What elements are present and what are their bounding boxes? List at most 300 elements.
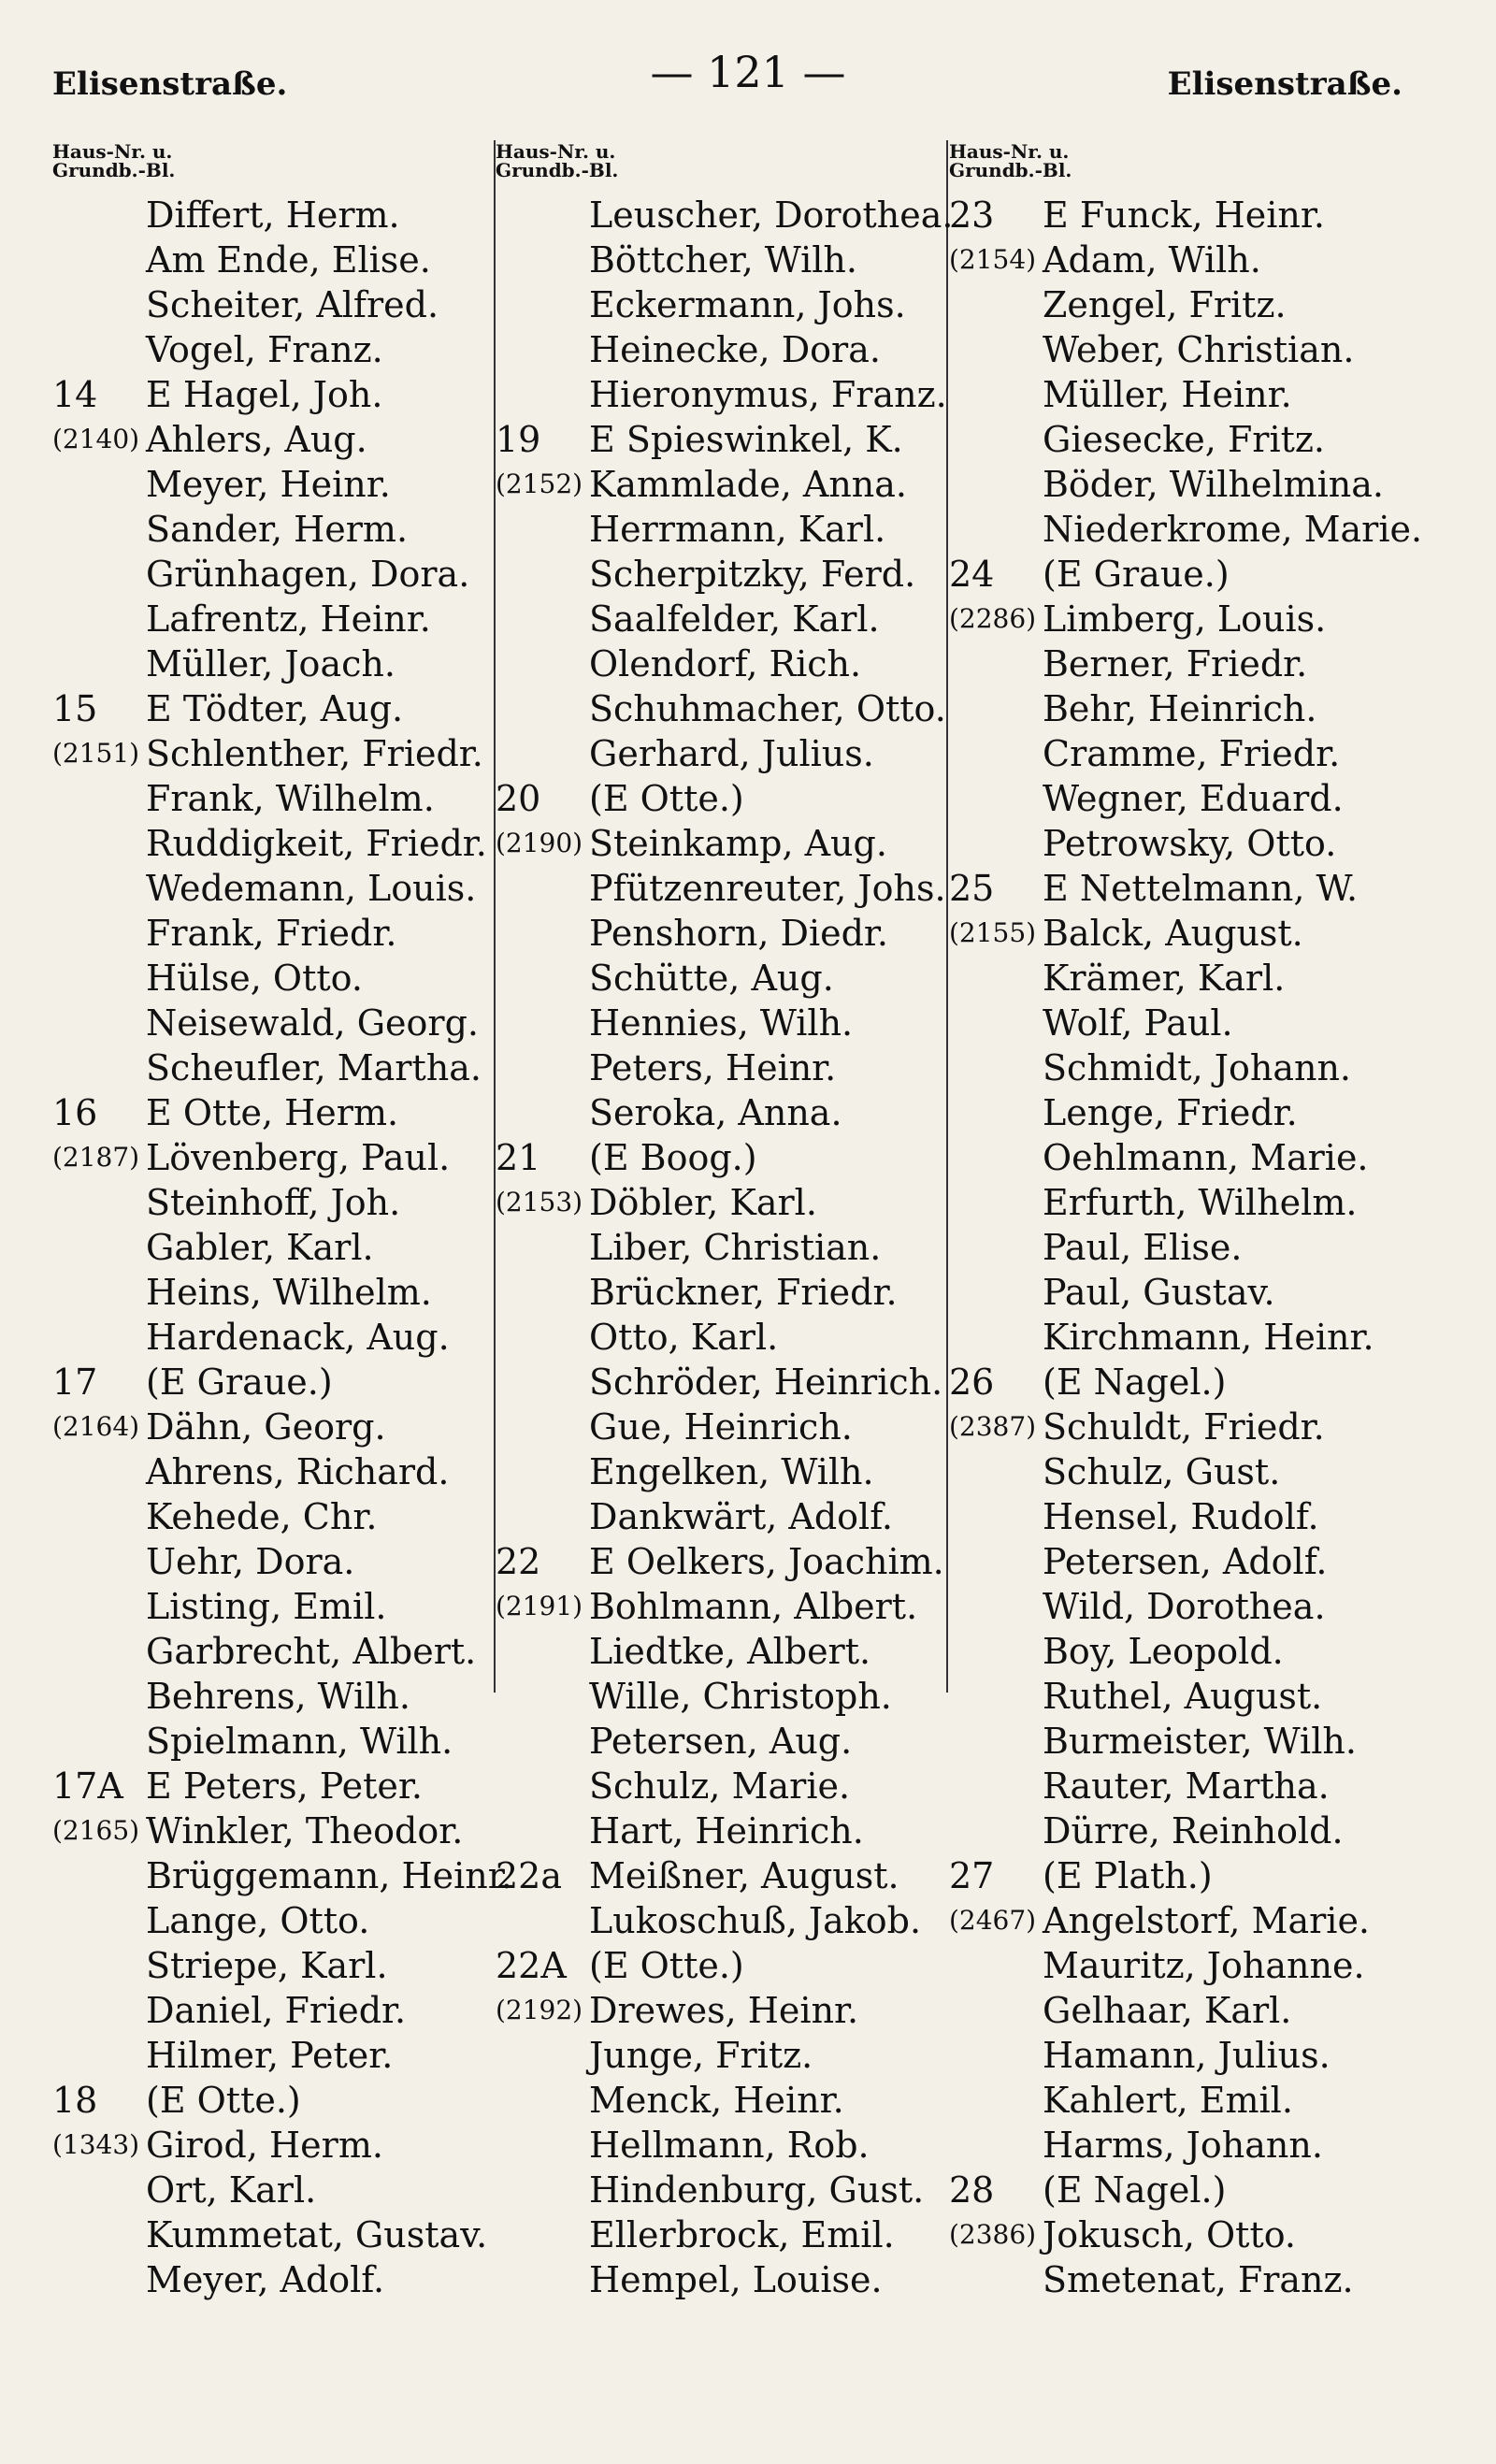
entry-list [949, 193, 1454, 2302]
entry-row [949, 731, 1454, 776]
entry-row [496, 1449, 954, 1494]
entry-row [52, 238, 501, 282]
resident-name: Herrmann, Karl. [589, 509, 886, 550]
entry-row [52, 193, 501, 238]
resident-name: Hellmann, Rob. [589, 2125, 870, 2166]
entry-row [496, 1719, 954, 1764]
entry-row [52, 462, 501, 507]
resident-name: Schröder, Heinrich. [589, 1362, 943, 1403]
resident-name: Boy, Leopold. [1043, 1631, 1284, 1672]
entry-row [949, 1943, 1454, 1988]
entry-row [496, 1898, 954, 1943]
resident-name: Hamann, Julius. [1043, 2035, 1331, 2076]
resident-name: Rauter, Martha. [1043, 1765, 1330, 1807]
resident-name: Berner, Friedr. [1043, 643, 1308, 684]
resident-name: Heinecke, Dora. [589, 329, 881, 370]
resident-name: Steinkamp, Aug. [589, 823, 887, 864]
entry-row [949, 776, 1454, 821]
resident-name: Uehr, Dora. [146, 1541, 355, 1582]
land-register-number: (2152) [496, 468, 583, 499]
house-number: 19 [496, 419, 541, 460]
resident-name: Vogel, Franz. [146, 329, 383, 370]
entry-row [949, 911, 1454, 956]
resident-name: Smetenat, Franz. [1043, 2259, 1354, 2300]
entry-row [496, 1853, 954, 1898]
resident-name: E Spieswinkel, K. [589, 419, 903, 460]
land-register-number: (2140) [52, 424, 140, 454]
entry-row [52, 1315, 501, 1360]
resident-name: Menck, Heinr. [589, 2080, 844, 2121]
entry-row [949, 1898, 1454, 1943]
resident-name: Hilmer, Peter. [146, 2035, 394, 2076]
entry-row [52, 1988, 501, 2033]
entry-row [496, 1225, 954, 1270]
entry-row [949, 1584, 1454, 1629]
resident-name: Girod, Herm. [146, 2125, 383, 2166]
resident-name: Burmeister, Wilh. [1043, 1721, 1357, 1762]
entry-row [949, 597, 1454, 641]
resident-name: Ruthel, August. [1043, 1676, 1323, 1717]
entry-row [496, 821, 954, 866]
entry-row [52, 956, 501, 1001]
entry-row [52, 597, 501, 641]
resident-name: (E Otte.) [589, 1945, 744, 1986]
resident-name: (E Otte.) [146, 2080, 301, 2121]
resident-name: (E Otte.) [589, 778, 744, 819]
resident-name: Jokusch, Otto. [1043, 2214, 1297, 2255]
entry-row [496, 2078, 954, 2123]
entry-row [496, 552, 954, 597]
entry-row [496, 1584, 954, 1629]
land-register-number: (2286) [949, 603, 1037, 634]
resident-name: Hensel, Rudolf. [1043, 1496, 1319, 1537]
column-header [949, 142, 1454, 193]
column-header-line-2: Grundb.-Bl. [949, 159, 1072, 181]
entry-row [52, 1045, 501, 1090]
entry-row [52, 327, 501, 372]
resident-name: Limberg, Louis. [1043, 598, 1327, 640]
land-register-number: (2467) [949, 1905, 1037, 1936]
column-header-line-1: Haus-Nr. u. [949, 140, 1070, 163]
resident-name: Dähn, Georg. [146, 1406, 386, 1448]
entry-row [496, 2123, 954, 2168]
resident-name: Garbrecht, Albert. [146, 1631, 477, 1672]
resident-name: Hieronymus, Franz. [589, 374, 947, 415]
house-number: 15 [52, 688, 98, 729]
resident-name: Hardenack, Aug. [146, 1317, 450, 1358]
resident-name: Müller, Joach. [146, 643, 396, 684]
resident-name: Schlenther, Friedr. [146, 733, 483, 774]
page-number: — 121 — [650, 47, 846, 97]
entry-row [949, 956, 1454, 1001]
entry-row [52, 776, 501, 821]
entry-row [496, 238, 954, 282]
land-register-number: (2192) [496, 1995, 583, 2025]
resident-name: Sander, Herm. [146, 509, 409, 550]
entry-row [496, 731, 954, 776]
resident-name: Meyer, Adolf. [146, 2259, 385, 2300]
entry-row [496, 2257, 954, 2302]
resident-name: Niederkrome, Marie. [1043, 509, 1423, 550]
resident-name: Frank, Friedr. [146, 913, 397, 954]
resident-name: Schuldt, Friedr. [1043, 1406, 1325, 1448]
entry-row [949, 1629, 1454, 1674]
entry-row [949, 1135, 1454, 1180]
resident-name: Wille, Christoph. [589, 1676, 892, 1717]
entry-row [949, 2212, 1454, 2257]
resident-name: Saalfelder, Karl. [589, 598, 880, 640]
house-number: 25 [949, 868, 995, 909]
entry-row [52, 2033, 501, 2078]
entry-row [496, 417, 954, 462]
entry-row [496, 1315, 954, 1360]
resident-name: Otto, Karl. [589, 1317, 779, 1358]
entry-row [949, 552, 1454, 597]
entry-row [52, 2123, 501, 2168]
resident-name: Striepe, Karl. [146, 1945, 388, 1986]
entry-row [496, 2033, 954, 2078]
entry-row [949, 1405, 1454, 1449]
resident-name: Cramme, Friedr. [1043, 733, 1341, 774]
resident-name: Ahrens, Richard. [146, 1451, 450, 1492]
entry-row [496, 641, 954, 686]
resident-name: Behr, Heinrich. [1043, 688, 1317, 729]
house-number: 22A [496, 1945, 567, 1986]
resident-name: Lafrentz, Heinr. [146, 598, 431, 640]
entry-row [496, 1808, 954, 1853]
resident-name: Schütte, Aug. [589, 958, 834, 999]
entry-row [52, 1898, 501, 1943]
resident-name: Petersen, Adolf. [1043, 1541, 1328, 1582]
entry-row [496, 372, 954, 417]
entry-row [52, 552, 501, 597]
resident-name: Giesecke, Fritz. [1043, 419, 1325, 460]
resident-name: (E Nagel.) [1043, 1362, 1227, 1403]
land-register-number: (1343) [52, 2129, 140, 2160]
entry-row [52, 731, 501, 776]
entry-row [52, 1764, 501, 1808]
entry-row [496, 1405, 954, 1449]
resident-name: Heins, Wilhelm. [146, 1272, 432, 1313]
resident-name: Gue, Heinrich. [589, 1406, 853, 1448]
house-number: 24 [949, 554, 995, 595]
resident-name: Ellerbrock, Emil. [589, 2214, 895, 2255]
resident-name: Böttcher, Wilh. [589, 239, 857, 281]
entry-row [52, 372, 501, 417]
entry-row [52, 1225, 501, 1270]
entry-row [496, 2168, 954, 2212]
resident-name: Petrowsky, Otto. [1043, 823, 1337, 864]
resident-name: Dürre, Reinhold. [1043, 1810, 1344, 1852]
resident-name: Daniel, Friedr. [146, 1990, 407, 2031]
entry-row [949, 327, 1454, 372]
entry-row [949, 1315, 1454, 1360]
entry-row [496, 1943, 954, 1988]
entry-row [949, 2123, 1454, 2168]
entry-row [496, 776, 954, 821]
resident-name: Mauritz, Johanne. [1043, 1945, 1365, 1986]
resident-name: Schulz, Gust. [1043, 1451, 1281, 1492]
resident-name: Meißner, August. [589, 1855, 899, 1896]
entry-row [949, 417, 1454, 462]
entry-row [52, 1943, 501, 1988]
resident-name: Weber, Christian. [1043, 329, 1355, 370]
entry-row [949, 1045, 1454, 1090]
resident-name: (E Graue.) [1043, 554, 1230, 595]
resident-name: Erfurth, Wilhelm. [1043, 1182, 1358, 1223]
resident-name: Dankwärt, Adolf. [589, 1496, 893, 1537]
resident-name: Seroka, Anna. [589, 1092, 842, 1133]
resident-name: Wegner, Eduard. [1043, 778, 1344, 819]
entry-row [949, 1449, 1454, 1494]
resident-name: Scheiter, Alfred. [146, 284, 439, 325]
entry-row [496, 1539, 954, 1584]
resident-name: Pfützenreuter, Johs. [589, 868, 946, 909]
resident-name: Brückner, Friedr. [589, 1272, 898, 1313]
entry-row [52, 2212, 501, 2257]
house-number: 18 [52, 2080, 98, 2121]
entry-row [949, 866, 1454, 911]
entry-row [949, 686, 1454, 731]
column-1 [52, 140, 512, 2302]
resident-name: Hart, Heinrich. [589, 1810, 864, 1852]
resident-name: Meyer, Heinr. [146, 464, 391, 505]
resident-name: Kahlert, Emil. [1043, 2080, 1293, 2121]
entry-row [949, 282, 1454, 327]
entry-row [52, 1853, 512, 1898]
resident-name: Hülse, Otto. [146, 958, 363, 999]
entry-row [496, 866, 954, 911]
entry-row [496, 507, 954, 552]
resident-name: Lenge, Friedr. [1043, 1092, 1298, 1133]
entry-row [496, 1764, 954, 1808]
resident-name: Gelhaar, Karl. [1043, 1990, 1292, 2031]
resident-name: Kirchmann, Heinr. [1043, 1317, 1374, 1358]
entry-row [52, 1674, 501, 1719]
entry-row [52, 1719, 501, 1764]
entry-row [496, 1360, 954, 1405]
land-register-number: (2386) [949, 2219, 1037, 2250]
resident-name: Steinhoff, Joh. [146, 1182, 401, 1223]
entry-row [949, 193, 1454, 238]
house-number: 20 [496, 778, 541, 819]
entry-row [52, 1180, 501, 1225]
entry-row [949, 1853, 1454, 1898]
land-register-number: (2191) [496, 1591, 583, 1621]
entry-row [496, 911, 954, 956]
entry-row [496, 1001, 954, 1045]
resident-name: Bohlmann, Albert. [589, 1586, 918, 1627]
resident-name: Gabler, Karl. [146, 1227, 374, 1268]
resident-name: Balck, August. [1043, 913, 1303, 954]
entry-row [496, 1180, 954, 1225]
resident-name: Wild, Dorothea. [1043, 1586, 1326, 1627]
resident-name: Kehede, Chr. [146, 1496, 378, 1537]
entry-row [496, 686, 954, 731]
entry-row [52, 1135, 501, 1180]
resident-name: Leuscher, Dorothea. [589, 195, 954, 236]
running-head-right: Elisenstraße. [1167, 65, 1402, 103]
resident-name: (E Nagel.) [1043, 2169, 1227, 2211]
running-head-left: Elisenstraße. [52, 65, 288, 103]
entry-row [496, 2212, 954, 2257]
column-header-line-1: Haus-Nr. u. [496, 140, 616, 163]
resident-name: Olendorf, Rich. [589, 643, 862, 684]
entry-row [949, 821, 1454, 866]
entry-row [52, 2168, 501, 2212]
entry-row [52, 866, 501, 911]
entry-row [949, 2033, 1454, 2078]
resident-name: Eckermann, Johs. [589, 284, 906, 325]
resident-name: Schmidt, Johann. [1043, 1047, 1351, 1088]
resident-name: Drewes, Heinr. [589, 1990, 859, 2031]
entry-row [496, 1494, 954, 1539]
entry-row [52, 686, 501, 731]
resident-name: Frank, Wilhelm. [146, 778, 435, 819]
entry-row [52, 1539, 501, 1584]
resident-name: Müller, Heinr. [1043, 374, 1292, 415]
land-register-number: (2155) [949, 917, 1037, 948]
resident-name: Liber, Christian. [589, 1227, 882, 1268]
resident-name: Paul, Elise. [1043, 1227, 1243, 1268]
entry-row [496, 1988, 954, 2033]
entry-row [52, 1449, 501, 1494]
resident-name: Angelstorf, Marie. [1043, 1900, 1371, 1941]
resident-name: Hennies, Wilh. [589, 1002, 854, 1044]
entry-row [949, 462, 1454, 507]
resident-name: Spielmann, Wilh. [146, 1721, 453, 1762]
entry-row [949, 1764, 1454, 1808]
entry-row [496, 193, 954, 238]
entry-row [949, 2257, 1454, 2302]
entry-row [52, 282, 501, 327]
column-header [52, 142, 501, 193]
entry-row [949, 2078, 1454, 2123]
column-2 [496, 142, 954, 2302]
entry-row [52, 1584, 501, 1629]
resident-name: Döbler, Karl. [589, 1182, 817, 1223]
entry-row [52, 821, 501, 866]
resident-name: Schuhmacher, Otto. [589, 688, 946, 729]
entry-row [52, 911, 501, 956]
resident-name: Kammlade, Anna. [589, 464, 908, 505]
entry-row [949, 1988, 1454, 2033]
entry-row [52, 1090, 501, 1135]
entry-row [949, 1090, 1454, 1135]
entry-row [496, 327, 954, 372]
resident-name: Lövenberg, Paul. [146, 1137, 451, 1178]
entry-row [52, 1494, 501, 1539]
entry-list [52, 193, 512, 2302]
resident-name: Wolf, Paul. [1043, 1002, 1233, 1044]
house-number: 16 [52, 1092, 98, 1133]
entry-row [496, 1270, 954, 1315]
resident-name: Ruddigkeit, Friedr. [146, 823, 487, 864]
entry-row [496, 956, 954, 1001]
resident-name: Peters, Heinr. [589, 1047, 837, 1088]
resident-name: (E Plath.) [1043, 1855, 1213, 1896]
house-number: 23 [949, 195, 995, 236]
resident-name: Neisewald, Georg. [146, 1002, 479, 1044]
resident-name: Ort, Karl. [146, 2169, 317, 2211]
resident-name: Böder, Wilhelmina. [1043, 464, 1384, 505]
resident-name: Petersen, Aug. [589, 1721, 853, 1762]
resident-name: Oehlmann, Marie. [1043, 1137, 1369, 1178]
resident-name: Krämer, Karl. [1043, 958, 1286, 999]
resident-name: Hempel, Louise. [589, 2259, 883, 2300]
entry-row [949, 1808, 1454, 1853]
entry-row [949, 1225, 1454, 1270]
resident-name: Gerhard, Julius. [589, 733, 874, 774]
resident-name: Lange, Otto. [146, 1900, 370, 1941]
resident-name: Kummetat, Gustav. [146, 2214, 488, 2255]
house-number: 17A [52, 1765, 123, 1807]
entry-row [52, 2078, 501, 2123]
entry-row [52, 1629, 501, 1674]
land-register-number: (2153) [496, 1187, 583, 1218]
resident-name: Penshorn, Diedr. [589, 913, 888, 954]
resident-name: Brüggemann, Heinr. [146, 1855, 512, 1896]
land-register-number: (2387) [949, 1411, 1037, 1442]
entry-row [949, 372, 1454, 417]
entry-row [949, 238, 1454, 282]
entry-row [949, 1360, 1454, 1405]
house-number: 26 [949, 1362, 995, 1403]
entry-row [496, 1674, 954, 1719]
resident-name: Grünhagen, Dora. [146, 554, 470, 595]
resident-name: Ahlers, Aug. [146, 419, 367, 460]
column-header-line-2: Grundb.-Bl. [52, 159, 176, 181]
resident-name: Winkler, Theodor. [146, 1810, 464, 1852]
page-header [0, 0, 1496, 140]
house-number: 17 [52, 1362, 98, 1403]
resident-name: Listing, Emil. [146, 1586, 387, 1627]
entry-row [52, 1405, 501, 1449]
house-number: 14 [52, 374, 98, 415]
resident-name: (E Graue.) [146, 1362, 333, 1403]
entry-row [496, 1090, 954, 1135]
resident-name: Scheufler, Martha. [146, 1047, 482, 1088]
entry-row [949, 1180, 1454, 1225]
resident-name: E Nettelmann, W. [1043, 868, 1359, 909]
resident-name: E Oelkers, Joachim. [589, 1541, 944, 1582]
resident-name: E Tödter, Aug. [146, 688, 404, 729]
land-register-number: (2154) [949, 244, 1037, 275]
house-number: 27 [949, 1855, 995, 1896]
resident-name: E Otte, Herm. [146, 1092, 399, 1133]
resident-name: Schulz, Marie. [589, 1765, 851, 1807]
entry-row [496, 462, 954, 507]
house-number: 22 [496, 1541, 541, 1582]
land-register-number: (2165) [52, 1815, 140, 1846]
entry-row [52, 1270, 501, 1315]
entry-row [496, 282, 954, 327]
entry-row [949, 1719, 1454, 1764]
entry-row [52, 507, 501, 552]
land-register-number: (2164) [52, 1411, 140, 1442]
resident-name: Hindenburg, Gust. [589, 2169, 925, 2211]
resident-name: Behrens, Wilh. [146, 1676, 410, 1717]
resident-name: Am Ende, Elise. [146, 239, 431, 281]
land-register-number: (2151) [52, 738, 140, 769]
entry-row [949, 1001, 1454, 1045]
entry-row [496, 1135, 954, 1180]
land-register-number: (2187) [52, 1142, 140, 1173]
entry-row [496, 1045, 954, 1090]
resident-name: Junge, Fritz. [589, 2035, 813, 2076]
column-3 [949, 142, 1454, 2302]
resident-name: Lukoschuß, Jakob. [589, 1900, 922, 1941]
